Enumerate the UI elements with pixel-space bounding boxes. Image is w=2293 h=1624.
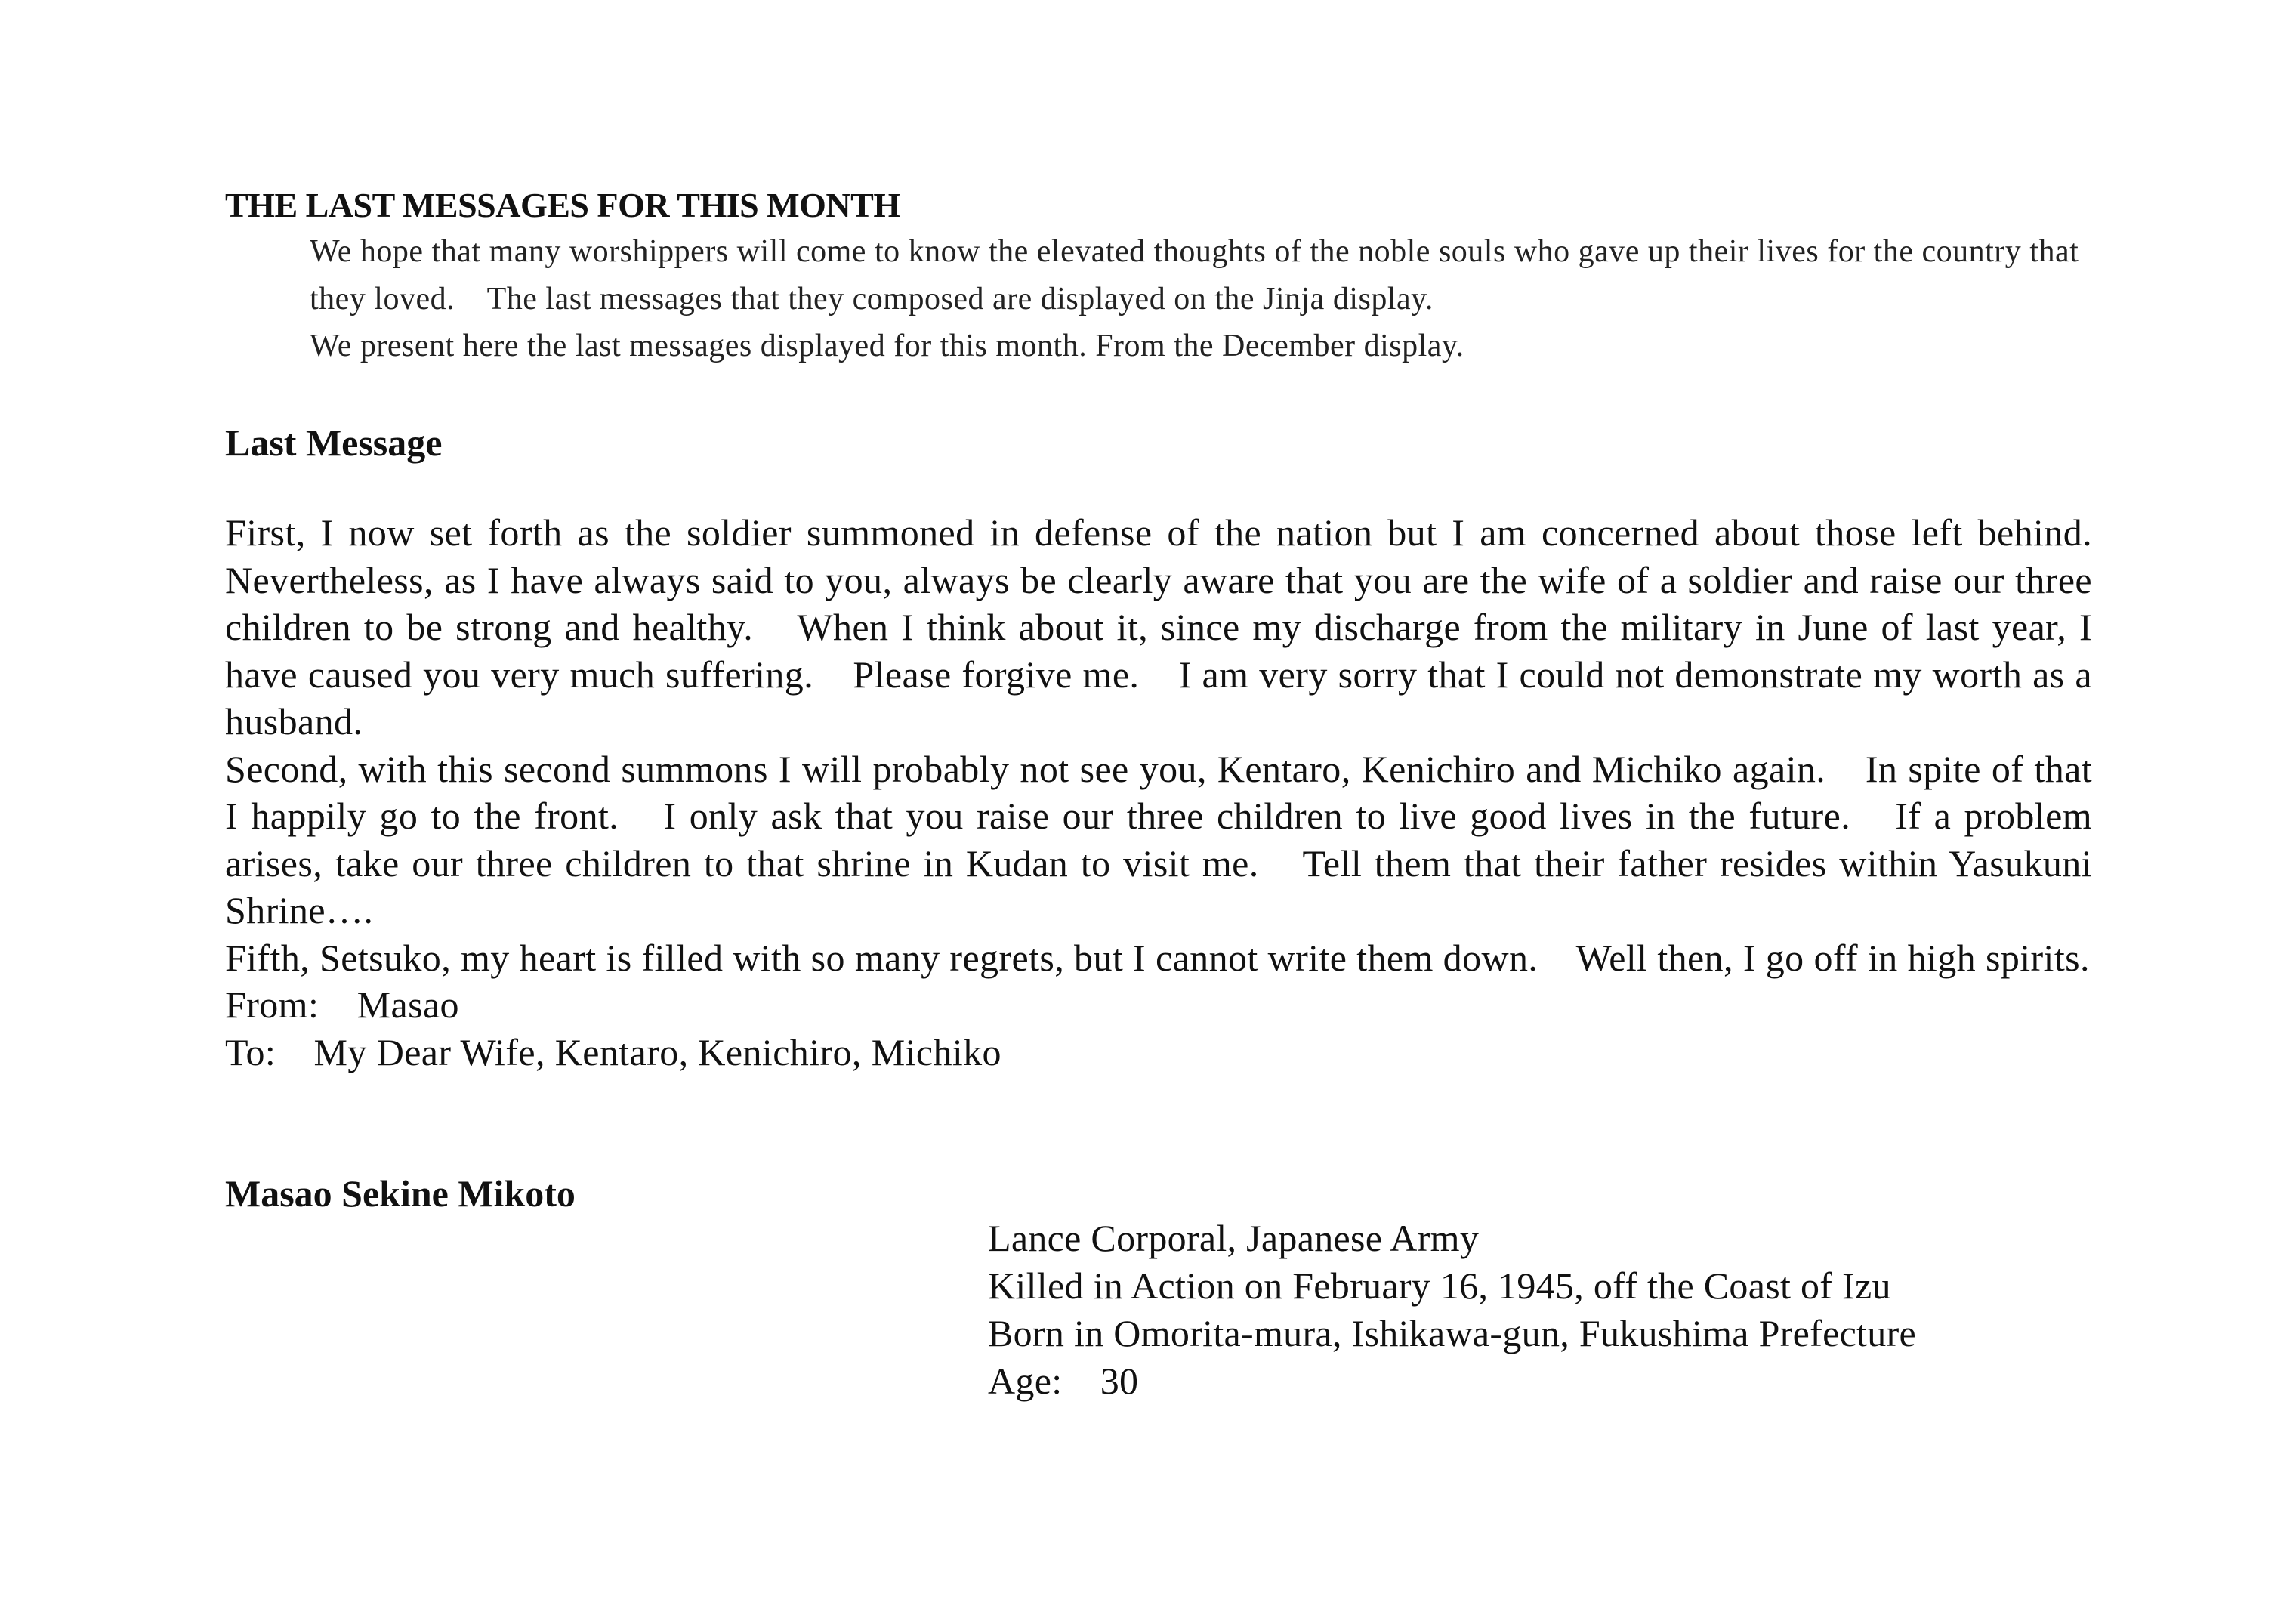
letter-paragraph-first: First, I now set forth as the soldier summoned in defense of the nation but I am concerned about those left behind. Nevertheless, as I have always said to you, always be clearly aware that you are the wife of a soldier and raise our three children to be strong and healthy. When I think about it, since my discharge from the military in June of last year, I have caused you very much suffering. Please forgive me. I am very sorry that I could not demonstrate my worth as a husband. — [225, 511, 2131, 743]
letter-paragraph-fifth: Fifth, Setsuko, my heart is filled with so many regrets, but I cannot write them down. Well then, I go off in high spirits. — [225, 936, 2090, 979]
letter-body — [225, 509, 2131, 1076]
death-line: Killed in Action on February 16, 1945, off the Coast of Izu — [988, 1264, 1891, 1307]
letter-paragraph-second: Second, with this second summons I will probably not see you, Kentaro, Kenichiro and Michiko again. In spite of that I happily go to the front. I only ask that you raise our three children to live good lives in the future. If a problem arises, take our three children to that shrine in Kudan to visit me. Tell them that their father resides within Yasukuni Shrine…. — [225, 747, 2092, 931]
age-line: Age: 30 — [988, 1360, 1139, 1402]
birthplace-line: Born in Omorita-mura, Ishikawa-gun, Fukushima Prefecture — [988, 1312, 1917, 1354]
message-heading: Last Message — [225, 421, 443, 464]
intro-text — [310, 228, 2092, 370]
deceased-details — [988, 1215, 1916, 1405]
page-title: THE LAST MESSAGES FOR THIS MONTH — [225, 186, 900, 224]
intro-paragraph: We hope that many worshippers will come to know the elevated thoughts of the noble souls who gave up their lives for the country that they loved. The last messages that they composed are displayed on the Jinja display. — [310, 234, 2079, 316]
letter-to: To: My Dear Wife, Kentaro, Kenichiro, Michiko — [225, 1030, 1001, 1073]
rank-line: Lance Corporal, Japanese Army — [988, 1217, 1480, 1259]
intro-paragraph: We present here the last messages displayed for this month. From the December display. — [310, 329, 1464, 363]
letter-from: From: Masao — [225, 983, 459, 1026]
deceased-name: Masao Sekine Mikoto — [225, 1172, 576, 1215]
